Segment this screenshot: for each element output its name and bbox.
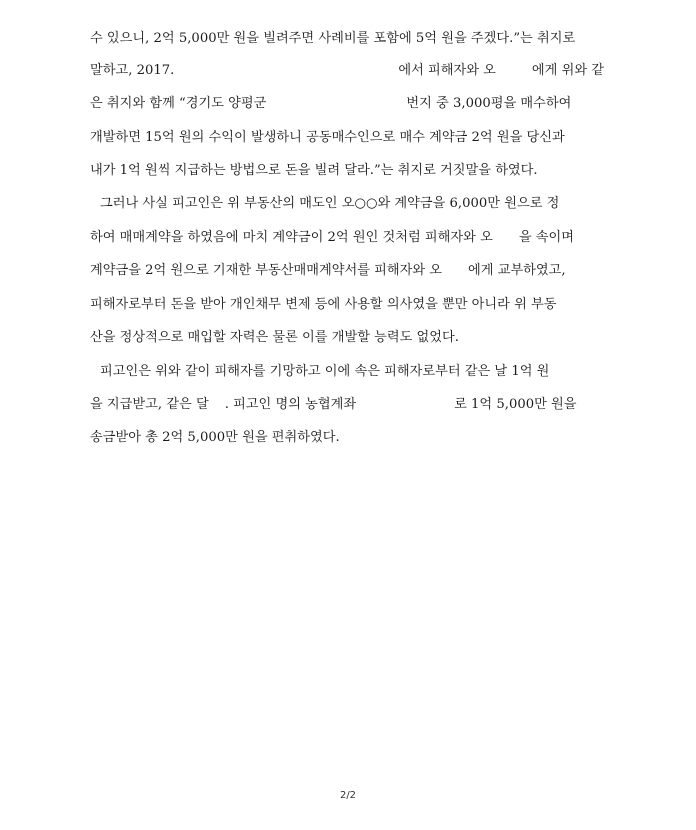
body-text: 수 있으니, 2억 5,000만 원을 빌려주면 사례비를 포함에 5억 원을 주겠다.”는 취지로 <box>90 31 576 46</box>
body-text: 에게 위와 같 <box>531 63 605 78</box>
body-text: 송금받아 총 2억 5,000만 원을 편취하였다. <box>90 430 340 445</box>
body-text: 피해자로부터 돈을 받아 개인채무 변제 등에 사용할 의사였을 뿐만 아니라 위 부동 <box>90 297 557 312</box>
body-text: . 피고인 명의 농협계좌 <box>224 397 357 412</box>
body-text: 내가 1억 원씩 지급하는 방법으로 돈을 빌려 달라.”는 취지로 거짓말을 하였다. <box>90 163 538 178</box>
body-text: 에게 교부하였고, <box>468 263 566 278</box>
body-line-12 <box>90 397 577 413</box>
body-text: 하여 매매계약을 하였음에 마치 계약금이 2억 원인 것처럼 피해자와 오 <box>90 230 493 245</box>
body-line-7 <box>90 230 574 246</box>
body-line-5 <box>90 163 538 179</box>
body-text: 은 취지와 함께 “경기도 양평군 <box>90 96 267 111</box>
body-line-10 <box>90 330 459 346</box>
body-line-13 <box>90 430 340 446</box>
body-text: 번지 중 3,000평을 매수하여 <box>406 96 572 111</box>
body-line-6 <box>100 196 559 212</box>
body-text: 을 속이며 <box>518 230 574 245</box>
page-number: 2/2 <box>339 790 357 801</box>
body-line-4 <box>90 130 565 146</box>
body-line-3 <box>90 96 571 112</box>
body-text: 피고인은 위와 같이 피해자를 기망하고 이에 속은 피해자로부터 같은 날 1억 원 <box>100 364 550 379</box>
body-text: 개발하면 15억 원의 수익이 발생하니 공동매수인으로 매수 계약금 2억 원을 당신과 <box>90 130 565 145</box>
body-text: 계약금을 2억 원으로 기재한 부동산매매계약서를 피해자와 오 <box>90 263 443 278</box>
body-text: 산을 정상적으로 매입할 자력은 물론 이를 개발할 능력도 없었다. <box>90 330 459 345</box>
body-text: 그러나 사실 피고인은 위 부동산의 매도인 오○○와 계약금을 6,000만 원으로 정 <box>100 196 560 211</box>
body-line-1 <box>90 31 575 47</box>
body-line-2 <box>90 63 604 79</box>
body-text: 로 1억 5,000만 원을 <box>454 397 577 412</box>
body-text: 말하고, 2017. <box>90 63 175 78</box>
body-text: 에서 피해자와 오 <box>398 63 496 78</box>
body-line-8 <box>90 263 566 279</box>
body-text: 을 지급받고, 같은 달 <box>90 397 209 412</box>
body-line-11 <box>100 364 549 380</box>
body-line-9 <box>90 297 557 313</box>
